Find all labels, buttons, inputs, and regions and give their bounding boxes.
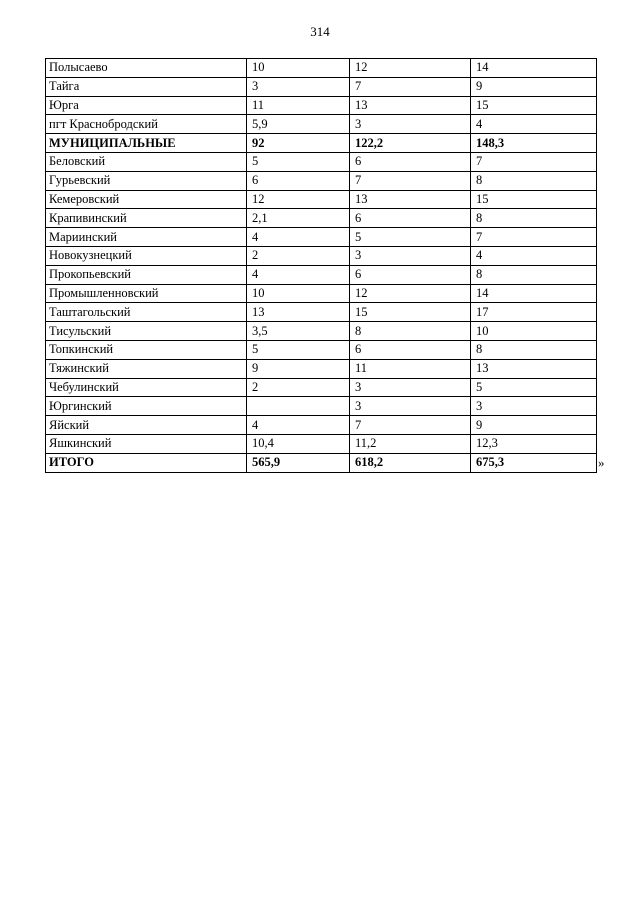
row-name-cell: Мариинский — [46, 228, 247, 247]
value-cell-1: 5 — [247, 340, 350, 359]
value-cell-3: 15 — [471, 190, 597, 209]
table-row — [46, 190, 597, 209]
value-cell-1: 11 — [247, 96, 350, 115]
table-row — [46, 340, 597, 359]
value-cell-1: 10 — [247, 59, 350, 78]
value-cell-1: 3,5 — [247, 322, 350, 341]
table-row — [46, 322, 597, 341]
value-cell-2: 3 — [350, 246, 471, 265]
table-row — [46, 284, 597, 303]
value-cell-3: 7 — [471, 152, 597, 171]
value-cell-1: 10,4 — [247, 434, 350, 453]
value-cell-3: 17 — [471, 303, 597, 322]
value-cell-2: 3 — [350, 115, 471, 134]
table-row — [46, 59, 597, 78]
value-cell-3: 4 — [471, 115, 597, 134]
row-name-cell: Юргинский — [46, 397, 247, 416]
value-cell-3: 8 — [471, 171, 597, 190]
value-cell-1: 12 — [247, 190, 350, 209]
value-cell-2: 12 — [350, 284, 471, 303]
row-name-cell: пгт Краснобродский — [46, 115, 247, 134]
value-cell-1: 10 — [247, 284, 350, 303]
value-cell-2: 13 — [350, 190, 471, 209]
value-cell-2: 7 — [350, 171, 471, 190]
value-cell-1: 5 — [247, 152, 350, 171]
value-cell-2: 6 — [350, 265, 471, 284]
value-cell-2: 6 — [350, 152, 471, 171]
value-cell-2: 15 — [350, 303, 471, 322]
table-row — [46, 303, 597, 322]
value-cell-2: 6 — [350, 209, 471, 228]
table-row — [46, 265, 597, 284]
value-cell-3: 13 — [471, 359, 597, 378]
row-name-cell: Таштагольский — [46, 303, 247, 322]
table-row — [46, 134, 597, 153]
value-cell-3: 5 — [471, 378, 597, 397]
value-cell-3: 8 — [471, 340, 597, 359]
row-name-cell: Яшкинский — [46, 434, 247, 453]
value-cell-1: 4 — [247, 416, 350, 435]
value-cell-3: 8 — [471, 265, 597, 284]
value-cell-2: 3 — [350, 378, 471, 397]
value-cell-3: 675,3 — [471, 453, 597, 472]
value-cell-2: 122,2 — [350, 134, 471, 153]
value-cell-3: 14 — [471, 284, 597, 303]
table-row — [46, 246, 597, 265]
value-cell-3: 8 — [471, 209, 597, 228]
value-cell-2: 11,2 — [350, 434, 471, 453]
row-name-cell: Беловский — [46, 152, 247, 171]
value-cell-3: 4 — [471, 246, 597, 265]
row-name-cell: Яйский — [46, 416, 247, 435]
row-name-cell: Чебулинский — [46, 378, 247, 397]
value-cell-2: 5 — [350, 228, 471, 247]
value-cell-1: 3 — [247, 77, 350, 96]
value-cell-1: 4 — [247, 265, 350, 284]
value-cell-3: 9 — [471, 416, 597, 435]
value-cell-3: 148,3 — [471, 134, 597, 153]
row-name-cell: Полысаево — [46, 59, 247, 78]
table-row — [46, 77, 597, 96]
table-row — [46, 359, 597, 378]
value-cell-3: 14 — [471, 59, 597, 78]
value-cell-3: 9 — [471, 77, 597, 96]
table-row — [46, 378, 597, 397]
row-name-cell: Крапивинский — [46, 209, 247, 228]
row-name-cell: ИТОГО — [46, 453, 247, 472]
value-cell-2: 7 — [350, 416, 471, 435]
value-cell-1: 9 — [247, 359, 350, 378]
table-row — [46, 228, 597, 247]
row-name-cell: МУНИЦИПАЛЬНЫЕ — [46, 134, 247, 153]
value-cell-1: 2,1 — [247, 209, 350, 228]
value-cell-1: 5,9 — [247, 115, 350, 134]
table-row — [46, 171, 597, 190]
value-cell-1 — [247, 397, 350, 416]
value-cell-3: 3 — [471, 397, 597, 416]
table-row — [46, 209, 597, 228]
value-cell-1: 13 — [247, 303, 350, 322]
row-name-cell: Новокузнецкий — [46, 246, 247, 265]
closing-quote: » — [598, 455, 605, 470]
value-cell-2: 618,2 — [350, 453, 471, 472]
row-name-cell: Кемеровский — [46, 190, 247, 209]
value-cell-2: 11 — [350, 359, 471, 378]
value-cell-1: 92 — [247, 134, 350, 153]
page-number: 314 — [310, 24, 330, 39]
table-body — [46, 59, 597, 473]
row-name-cell: Тисульский — [46, 322, 247, 341]
value-cell-2: 12 — [350, 59, 471, 78]
row-name-cell: Тайга — [46, 77, 247, 96]
value-cell-3: 15 — [471, 96, 597, 115]
row-name-cell: Гурьевский — [46, 171, 247, 190]
table-row — [46, 397, 597, 416]
row-name-cell: Промышленновский — [46, 284, 247, 303]
table-row — [46, 152, 597, 171]
value-cell-1: 4 — [247, 228, 350, 247]
table-row — [46, 115, 597, 134]
value-cell-2: 8 — [350, 322, 471, 341]
value-cell-3: 12,3 — [471, 434, 597, 453]
value-cell-2: 3 — [350, 397, 471, 416]
value-cell-3: 10 — [471, 322, 597, 341]
value-cell-1: 565,9 — [247, 453, 350, 472]
row-name-cell: Прокопьевский — [46, 265, 247, 284]
table-row — [46, 96, 597, 115]
row-name-cell: Тяжинский — [46, 359, 247, 378]
value-cell-1: 2 — [247, 246, 350, 265]
value-cell-2: 13 — [350, 96, 471, 115]
data-table — [45, 58, 597, 473]
row-name-cell: Юрга — [46, 96, 247, 115]
value-cell-2: 6 — [350, 340, 471, 359]
table-row — [46, 434, 597, 453]
table-row — [46, 416, 597, 435]
row-name-cell: Топкинский — [46, 340, 247, 359]
value-cell-1: 6 — [247, 171, 350, 190]
table-row-total — [46, 453, 597, 472]
value-cell-2: 7 — [350, 77, 471, 96]
value-cell-1: 2 — [247, 378, 350, 397]
value-cell-3: 7 — [471, 228, 597, 247]
